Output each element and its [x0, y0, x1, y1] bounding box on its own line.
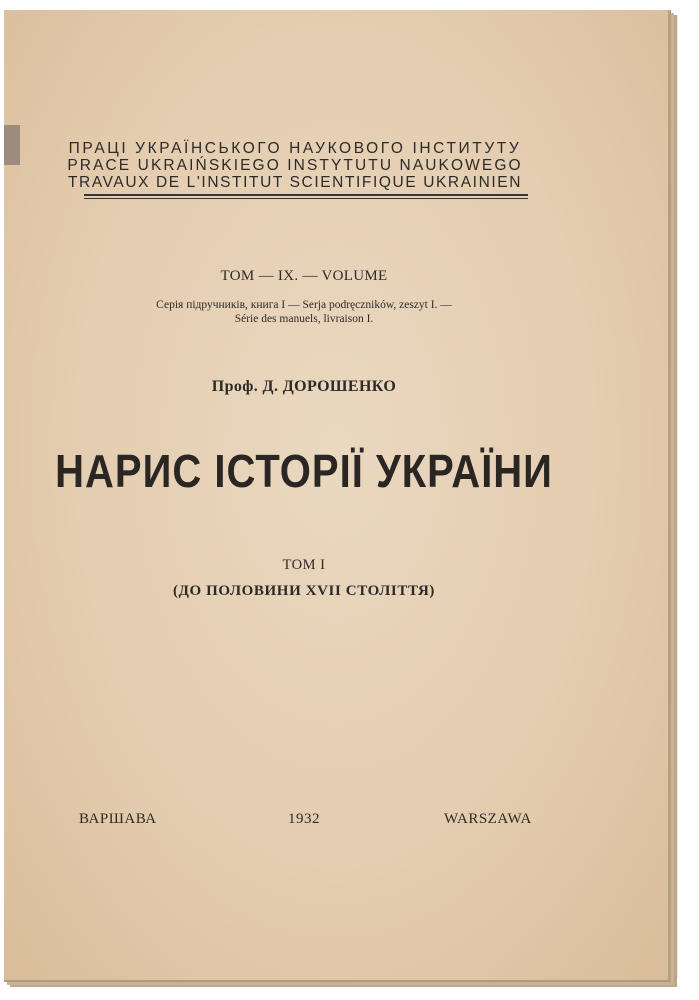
header-line-ukrainian: ПРАЦІ УКРАЇНСЬКОГО НАУКОВОГО ІНСТИТУТУ [68, 140, 522, 157]
rule-thick [84, 194, 528, 196]
header-line-polish: PRACE UKRAIŃSKIEGO INSTYTUTU NAUKOWEGO [67, 157, 523, 174]
city-ukrainian: ВАРШАВА [79, 811, 157, 827]
rule-thin [84, 198, 528, 199]
book-title: НАРИС ІСТОРІЇ УКРАЇНИ [55, 446, 553, 498]
volume-line: ТОМ — IX. — VOLUME [220, 268, 388, 284]
period-subtitle: (ДО ПОЛОВИНИ XVII СТОЛІТТЯ) [172, 583, 436, 599]
publication-year: 1932 [288, 811, 320, 827]
series-info [4, 298, 604, 326]
city-polish: WARSZAWA [444, 811, 532, 827]
author: Проф. Д. ДОРОШЕНКО [211, 378, 397, 395]
series-line-1: Серія підручників, книга I — Serja podręczników, zeszyt I. — [156, 299, 452, 311]
series-line-2: Série des manuels, livraison I. [234, 313, 374, 325]
header-rule [84, 194, 528, 199]
tome-number: ТОМ I [282, 557, 326, 573]
header-line-french: TRAVAUX DE L'INSTITUT SCIENTIFIQUE UKRAINIEN [67, 174, 523, 191]
title-page [4, 10, 671, 982]
institute-header [4, 140, 664, 191]
